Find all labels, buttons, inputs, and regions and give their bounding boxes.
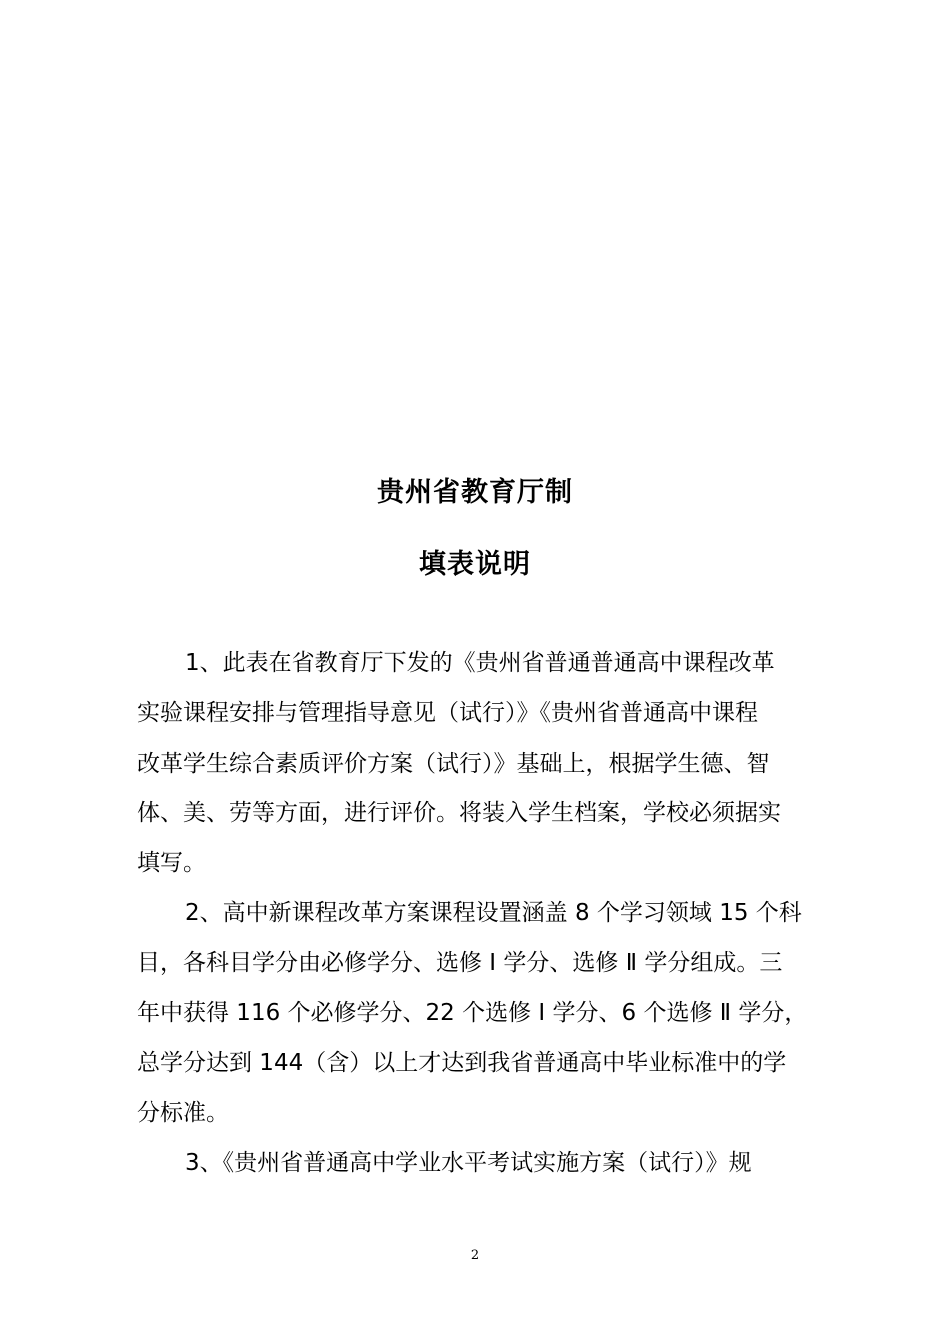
paragraph-1-line-5: 填写。 — [137, 850, 206, 876]
instructions-heading: 填表说明 — [419, 549, 531, 580]
paragraph-1-line-3: 改革学生综合素质评价方案（试行）》基础上，根据学生德、智 — [137, 751, 770, 777]
paragraph-2-line-3: 年中获得 116 个必修学分、22 个选修 Ⅰ 学分、6 个选修 Ⅱ 学分， — [137, 1000, 808, 1026]
paragraph-2-line-5: 分标准。 — [137, 1100, 229, 1126]
paragraph-1-line-1: 1、此表在省教育厅下发的《贵州省普通普通高中课程改革 — [185, 650, 775, 676]
paragraph-2-line-2: 目，各科目学分由必修学分、选修 Ⅰ 学分、选修 Ⅱ 学分组成。三 — [137, 950, 783, 976]
paragraph-1-line-2: 实验课程安排与管理指导意见（试行）》《贵州省普通高中课程 — [137, 700, 758, 726]
paragraph-2-line-1: 2、高中新课程改革方案课程设置涵盖 8 个学习领域 15 个科 — [185, 900, 802, 926]
issuing-organization-title: 贵州省教育厅制 — [377, 477, 573, 508]
paragraph-1-line-4: 体、美、劳等方面，进行评价。将装入学生档案，学校必须据实 — [137, 800, 781, 826]
paragraph-2-line-4: 总学分达到 144（含）以上才达到我省普通高中毕业标准中的学 — [137, 1050, 787, 1076]
page-number: 2 — [470, 1248, 480, 1263]
paragraph-3-line-1: 3、《贵州省普通高中学业水平考试实施方案（试行）》规 — [185, 1150, 752, 1176]
